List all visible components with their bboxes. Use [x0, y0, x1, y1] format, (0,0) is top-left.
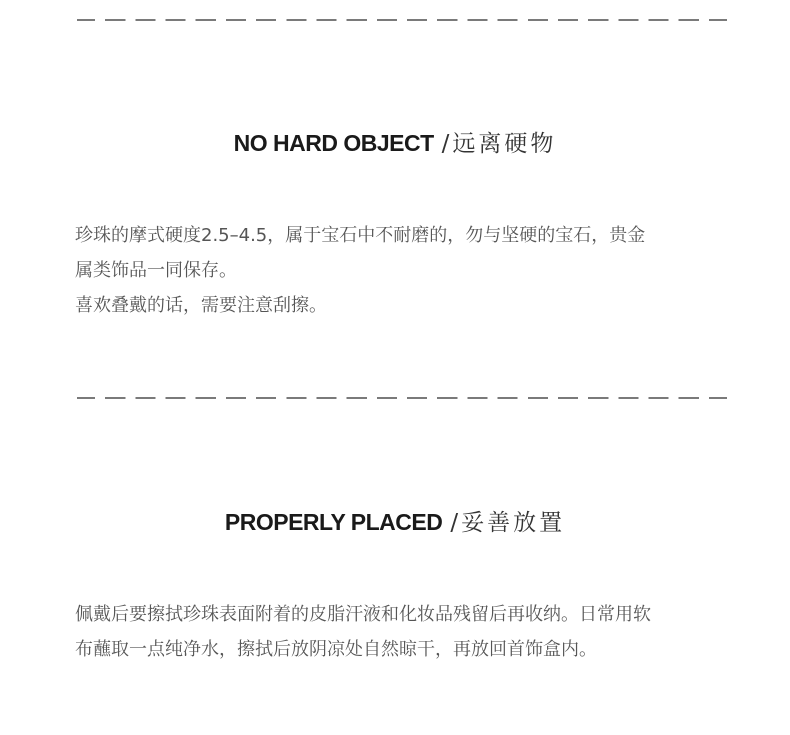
paragraph-line: 喜欢叠戴的话，需要注意刮擦。	[75, 295, 327, 316]
heading-chinese: /妥善放置	[450, 510, 566, 536]
hard-object-paragraph	[75, 218, 725, 323]
paragraph-line: 属类饰品一同保存。	[75, 260, 237, 281]
section-heading-properly-placed	[0, 507, 790, 538]
section-heading-hard-object	[0, 128, 790, 159]
paragraph-line: 布蘸取一点纯净水，擦拭后放阴凉处自然晾干，再放回首饰盒内。	[75, 639, 597, 660]
middle-divider	[77, 397, 727, 399]
paragraph-line: 珍珠的摩式硬度2.5–4.5，属于宝石中不耐磨的，勿与坚硬的宝石，贵金	[75, 225, 646, 246]
top-divider	[77, 19, 727, 21]
heading-english: PROPERLY PLACED	[224, 509, 443, 535]
properly-placed-paragraph	[75, 597, 725, 667]
heading-english: NO HARD OBJECT	[233, 130, 434, 156]
heading-chinese: /远离硬物	[441, 131, 557, 157]
paragraph-line: 佩戴后要擦拭珍珠表面附着的皮脂汗液和化妆品残留后再收纳。日常用软	[75, 604, 651, 625]
